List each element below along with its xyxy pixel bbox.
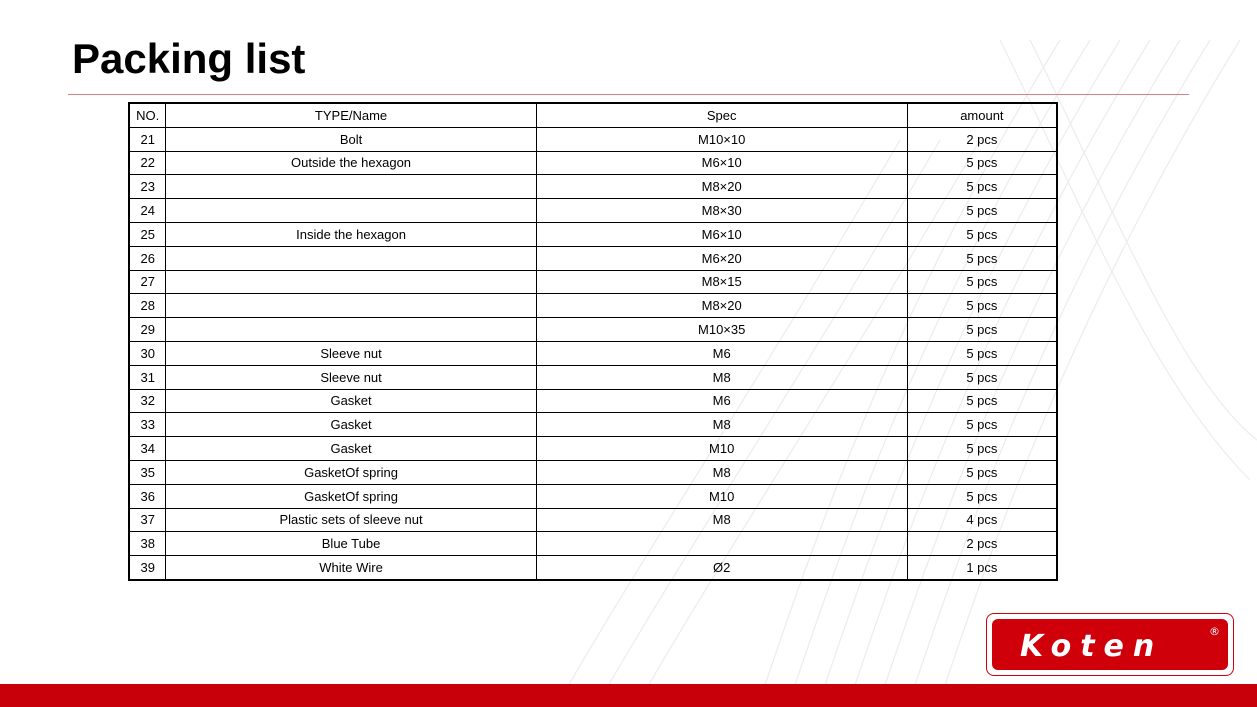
cell-amount: 5 pcs <box>907 318 1057 342</box>
cell-amount: 5 pcs <box>907 151 1057 175</box>
table-row <box>129 556 1057 580</box>
table-row <box>129 246 1057 270</box>
cell-spec: M10×10 <box>536 127 907 151</box>
cell-no: 29 <box>129 318 166 342</box>
cell-no: 24 <box>129 199 166 223</box>
table-row <box>129 437 1057 461</box>
cell-type-name <box>166 246 536 270</box>
cell-spec: M8×15 <box>536 270 907 294</box>
header-type-name: TYPE/Name <box>166 103 536 127</box>
cell-type-name: Outside the hexagon <box>166 151 536 175</box>
cell-no: 26 <box>129 246 166 270</box>
page-title: Packing list <box>72 35 306 82</box>
table-row <box>129 413 1057 437</box>
cell-no: 27 <box>129 270 166 294</box>
cell-amount: 2 pcs <box>907 532 1057 556</box>
cell-amount: 5 pcs <box>907 222 1057 246</box>
cell-amount: 5 pcs <box>907 484 1057 508</box>
cell-type-name: Plastic sets of sleeve nut <box>166 508 536 532</box>
cell-amount: 5 pcs <box>907 175 1057 199</box>
cell-type-name: White Wire <box>166 556 536 580</box>
cell-spec: M6 <box>536 389 907 413</box>
cell-amount: 5 pcs <box>907 437 1057 461</box>
cell-type-name <box>166 294 536 318</box>
cell-amount: 5 pcs <box>907 389 1057 413</box>
registered-mark: ® <box>1209 625 1220 638</box>
cell-no: 34 <box>129 437 166 461</box>
cell-no: 21 <box>129 127 166 151</box>
cell-type-name: GasketOf spring <box>166 460 536 484</box>
cell-spec: Ø2 <box>536 556 907 580</box>
table-row <box>129 294 1057 318</box>
cell-no: 30 <box>129 341 166 365</box>
cell-spec: M10 <box>536 484 907 508</box>
header-no: NO. <box>129 103 166 127</box>
koten-logo <box>986 613 1234 676</box>
cell-no: 28 <box>129 294 166 318</box>
cell-type-name <box>166 318 536 342</box>
cell-spec <box>536 532 907 556</box>
cell-amount: 2 pcs <box>907 127 1057 151</box>
cell-amount: 1 pcs <box>907 556 1057 580</box>
cell-spec: M8 <box>536 508 907 532</box>
cell-type-name: Sleeve nut <box>166 365 536 389</box>
cell-amount: 5 pcs <box>907 199 1057 223</box>
cell-type-name: Inside the hexagon <box>166 222 536 246</box>
cell-no: 25 <box>129 222 166 246</box>
table-row <box>129 199 1057 223</box>
cell-no: 39 <box>129 556 166 580</box>
cell-spec: M8×20 <box>536 175 907 199</box>
table-row <box>129 532 1057 556</box>
table-row <box>129 389 1057 413</box>
cell-type-name: Sleeve nut <box>166 341 536 365</box>
cell-no: 22 <box>129 151 166 175</box>
cell-amount: 5 pcs <box>907 246 1057 270</box>
cell-spec: M6×10 <box>536 151 907 175</box>
title-divider <box>68 94 1189 95</box>
cell-type-name: Gasket <box>166 413 536 437</box>
cell-no: 38 <box>129 532 166 556</box>
cell-no: 36 <box>129 484 166 508</box>
cell-spec: M8 <box>536 413 907 437</box>
cell-type-name: Gasket <box>166 389 536 413</box>
cell-type-name: Blue Tube <box>166 532 536 556</box>
cell-type-name: GasketOf spring <box>166 484 536 508</box>
table-row <box>129 127 1057 151</box>
packing-table <box>128 102 1058 581</box>
cell-no: 37 <box>129 508 166 532</box>
cell-type-name <box>166 270 536 294</box>
cell-no: 23 <box>129 175 166 199</box>
header-spec: Spec <box>536 103 907 127</box>
cell-spec: M10×35 <box>536 318 907 342</box>
table-row <box>129 460 1057 484</box>
table-row <box>129 318 1057 342</box>
cell-no: 35 <box>129 460 166 484</box>
cell-spec: M8×30 <box>536 199 907 223</box>
cell-amount: 5 pcs <box>907 294 1057 318</box>
cell-amount: 5 pcs <box>907 365 1057 389</box>
cell-type-name: Bolt <box>166 127 536 151</box>
table-row <box>129 175 1057 199</box>
table-row <box>129 484 1057 508</box>
table-row <box>129 341 1057 365</box>
cell-amount: 4 pcs <box>907 508 1057 532</box>
cell-amount: 5 pcs <box>907 460 1057 484</box>
table-row <box>129 151 1057 175</box>
cell-type-name: Gasket <box>166 437 536 461</box>
table-row <box>129 508 1057 532</box>
table-row <box>129 365 1057 389</box>
table-row <box>129 270 1057 294</box>
cell-no: 33 <box>129 413 166 437</box>
cell-type-name <box>166 175 536 199</box>
cell-no: 31 <box>129 365 166 389</box>
cell-spec: M8 <box>536 365 907 389</box>
table-row <box>129 222 1057 246</box>
cell-no: 32 <box>129 389 166 413</box>
cell-amount: 5 pcs <box>907 413 1057 437</box>
cell-amount: 5 pcs <box>907 270 1057 294</box>
table-header-row <box>129 103 1057 127</box>
cell-spec: M8 <box>536 460 907 484</box>
header-amount: amount <box>907 103 1057 127</box>
cell-spec: M10 <box>536 437 907 461</box>
logo-badge <box>992 619 1228 670</box>
cell-amount: 5 pcs <box>907 341 1057 365</box>
cell-spec: M6 <box>536 341 907 365</box>
cell-type-name <box>166 199 536 223</box>
cell-spec: M8×20 <box>536 294 907 318</box>
cell-spec: M6×20 <box>536 246 907 270</box>
cell-spec: M6×10 <box>536 222 907 246</box>
logo-text: Koten <box>1020 629 1164 664</box>
footer-bar <box>0 684 1257 707</box>
